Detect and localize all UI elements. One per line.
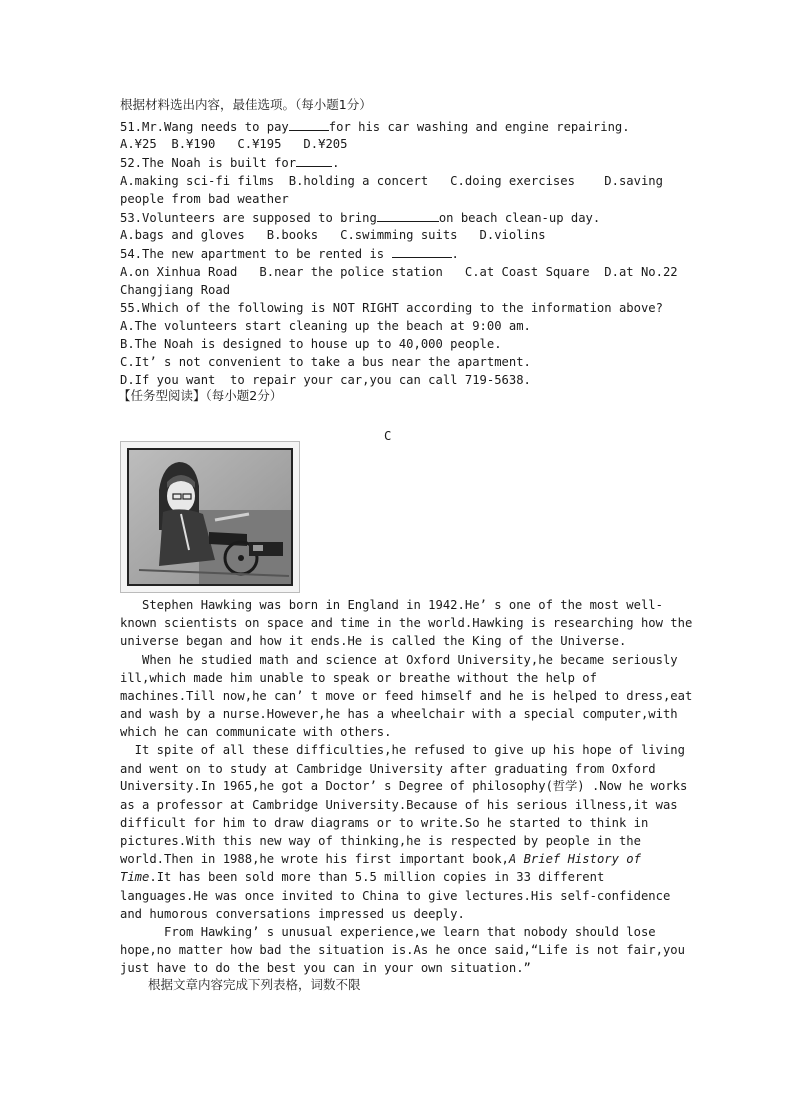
paragraph-3-line-10: and humorous conversations impressed us deeply. xyxy=(120,907,465,921)
hawking-photo xyxy=(120,441,300,593)
p3-l8-text: .It has been sold more than 5.5 million copies in 33 different xyxy=(149,870,605,884)
paragraph-2-line-1: When he studied math and science at Oxford University,he became seriously xyxy=(120,653,678,667)
paragraph-3-line-7 xyxy=(120,850,641,868)
paragraph-3-line-2: and went on to study at Cambridge University after graduating from Oxford xyxy=(120,762,656,776)
q51-options: A.¥25 B.¥190 C.¥195 D.¥205 xyxy=(120,137,348,151)
q52-stem: 52.The Noah is built for xyxy=(120,156,297,170)
paragraph-4-line-3: just have to do the best you can in your own situation.” xyxy=(120,961,531,975)
q55-option-c: C.It’ s not convenient to take a bus near the apartment. xyxy=(120,355,531,369)
q53-stem: 53.Volunteers are supposed to bring xyxy=(120,211,377,225)
paragraph-1-line-2: known scientists on space and time in the world.Hawking is researching how the xyxy=(120,616,693,630)
paragraph-2-line-2: ill,which made him unable to speak or breathe without the help of xyxy=(120,671,597,685)
q52-options-cont: people from bad weather xyxy=(120,192,289,206)
table-instruction: 根据文章内容完成下列表格，词数不限 xyxy=(148,977,361,992)
paragraph-1-line-1: Stephen Hawking was born in England in 1942.He’ s one of the most well- xyxy=(120,598,663,612)
book-title: A Brief History of xyxy=(508,852,641,866)
photo-frame xyxy=(127,448,293,586)
paragraph-3-line-8 xyxy=(120,868,604,886)
q52-options: A.making sci-fi films B.holding a concert C.doing exercises D.saving xyxy=(120,174,663,188)
q52-blank xyxy=(296,153,332,167)
q52-stem-end: . xyxy=(332,156,340,170)
q55-option-d: D.If you want to repair your car,you can call 719-5638. xyxy=(120,373,531,387)
paragraph-2-line-5: which he can communicate with others. xyxy=(120,725,392,739)
wheelchair-portrait-image xyxy=(129,450,291,584)
question-54 xyxy=(120,244,459,263)
paragraph-3-line-6: pictures.With this new way of thinking,he is respected by people in the xyxy=(120,834,641,848)
q54-blank xyxy=(392,244,452,258)
paragraph-4-line-2: hope,no matter how bad the situation is.As he once said,“Life is not fair,you xyxy=(120,943,685,957)
book-title-cont: Time xyxy=(120,870,150,884)
q54-options: A.on Xinhua Road B.near the police station C.at Coast Square D.at No.22 xyxy=(120,265,678,279)
question-51 xyxy=(120,117,630,136)
paragraph-3-line-3: University.In 1965,he got a Doctor’ s Degree of philosophy(哲学) .Now he works xyxy=(120,779,688,793)
q55-option-b: B.The Noah is designed to house up to 40,000 people. xyxy=(120,337,502,351)
q51-stem: 51.Mr.Wang needs to pay xyxy=(120,120,289,134)
paragraph-1-line-3: universe began and how it ends.He is called the King of the Universe. xyxy=(120,634,627,648)
q51-stem-end: for his car washing and engine repairing. xyxy=(328,120,630,134)
paragraph-2-line-4: and wash by a nurse.However,he has a wheelchair with a special computer,with xyxy=(120,707,678,721)
paragraph-3-line-5: difficult for him to draw diagrams or to write.So he started to think in xyxy=(120,816,649,830)
question-55: 55.Which of the following is NOT RIGHT according to the information above? xyxy=(120,301,663,315)
q51-blank xyxy=(289,117,329,131)
q54-stem: 54.The new apartment to be rented is xyxy=(120,247,392,261)
paragraph-3-line-4: as a professor at Cambridge University.Because of his serious illness,it was xyxy=(120,798,678,812)
q53-stem-end: on beach clean-up day. xyxy=(438,211,601,225)
q54-options-cont: Changjiang Road xyxy=(120,283,231,297)
paragraph-3-line-1: It spite of all these difficulties,he refused to give up his hope of living xyxy=(120,743,685,757)
question-53 xyxy=(120,208,600,227)
paragraph-3-line-9: languages.He was once invited to China to give lectures.His self-confidence xyxy=(120,889,671,903)
q54-stem-end: . xyxy=(451,247,459,261)
q55-option-a: A.The volunteers start cleaning up the beach at 9:00 am. xyxy=(120,319,531,333)
task-reading-heading: 【任务型阅读】（每小题2分） xyxy=(118,388,283,403)
q53-options: A.bags and gloves B.books C.swimming suits D.violins xyxy=(120,228,546,242)
passage-letter: C xyxy=(384,429,392,443)
p3-l7-text: world.Then in 1988,he wrote his first important book, xyxy=(120,852,509,866)
question-52 xyxy=(120,153,339,172)
q53-blank xyxy=(377,208,439,222)
section-instruction: 根据材料选出内容，最佳选项。（每小题1分） xyxy=(120,97,372,112)
paragraph-4-line-1: From Hawking’ s unusual experience,we learn that nobody should lose xyxy=(120,925,656,939)
paragraph-2-line-3: machines.Till now,he can’ t move or feed himself and he is helped to dress,eat xyxy=(120,689,693,703)
